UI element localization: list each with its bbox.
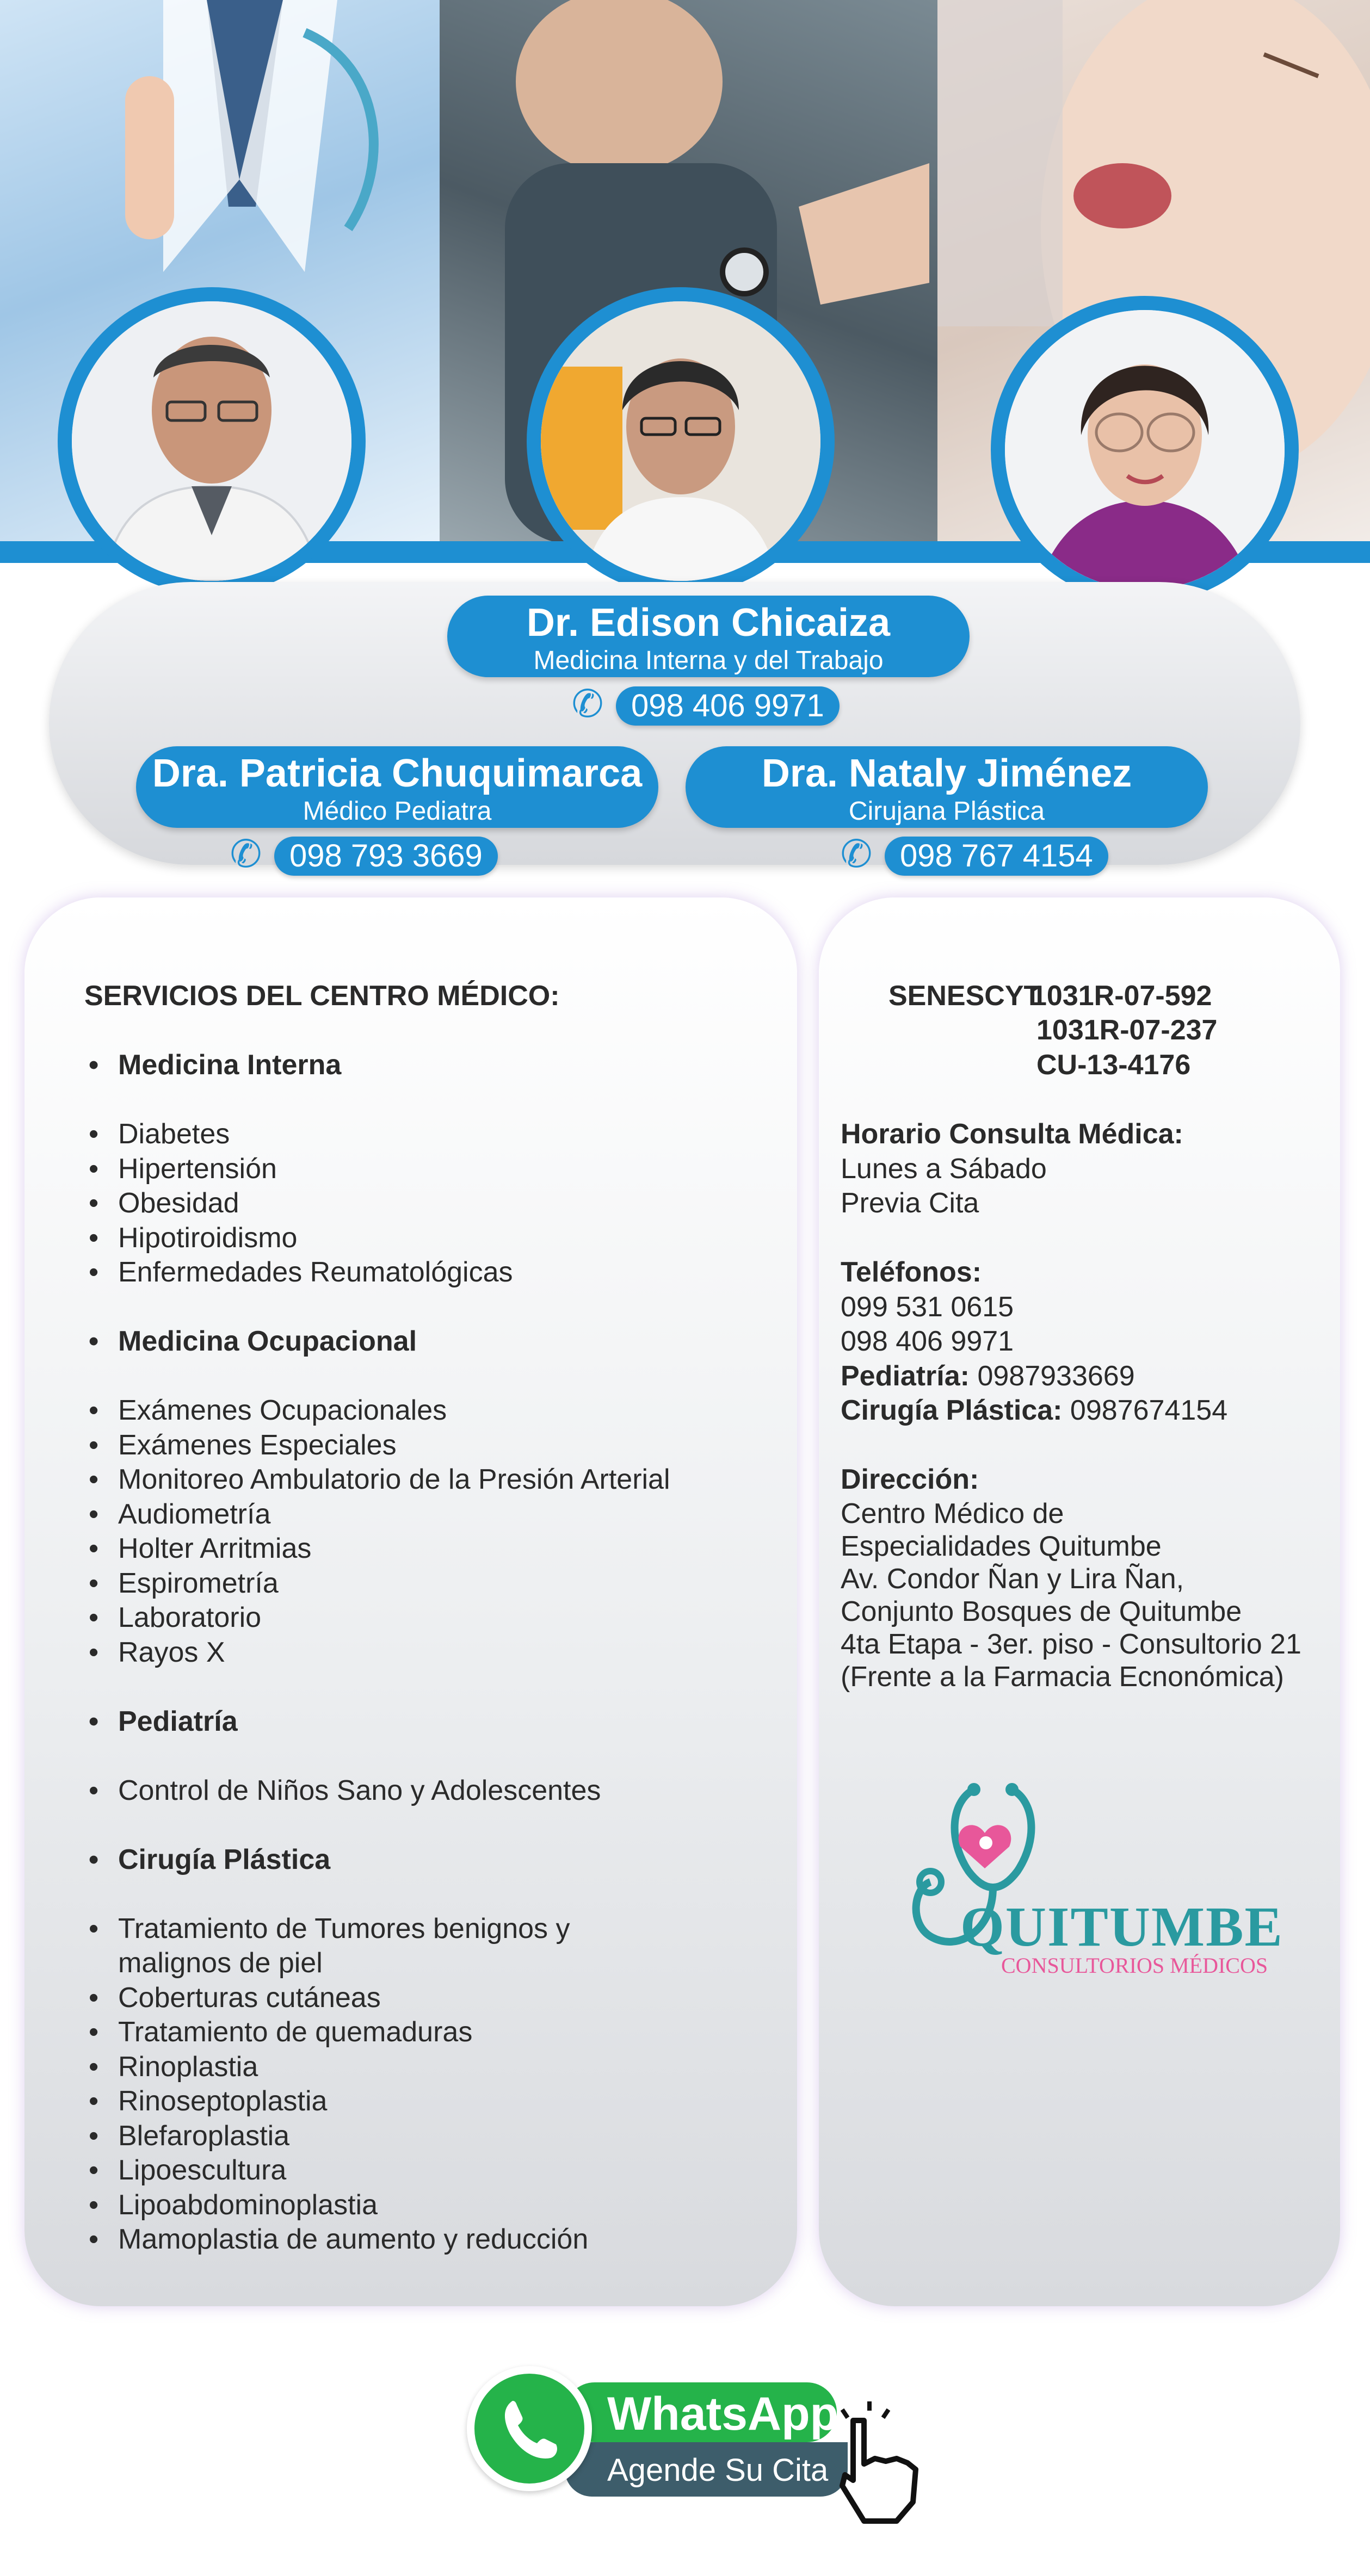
service-item: • Enfermedades Reumatológicas bbox=[84, 1255, 770, 1290]
address-line: Especialidades Quitumbe bbox=[841, 1530, 1162, 1562]
service-item: • Tratamiento de Tumores benignos y malignos de piel bbox=[84, 1912, 640, 1981]
doctor-phone-patricia[interactable]: 098 793 3669 bbox=[274, 837, 498, 876]
phones-title: Teléfonos: bbox=[841, 1256, 982, 1288]
service-item: • Monitoreo Ambulatorio de la Presión Arterial bbox=[84, 1463, 770, 1497]
whatsapp-cta-text: Agende Su Cita bbox=[607, 2453, 829, 2488]
pointer-hand-icon bbox=[820, 2399, 940, 2524]
doctor-specialty: Médico Pediatra bbox=[303, 797, 492, 826]
services-list bbox=[84, 979, 770, 2257]
doctor-specialty: Medicina Interna y del Trabajo bbox=[533, 646, 884, 675]
service-item: • Lipoabdominoplastia bbox=[84, 2188, 770, 2223]
whatsapp-label: WhatsApp bbox=[607, 2388, 839, 2440]
contact-info bbox=[841, 1117, 1325, 1693]
logo-name: QUITUMBE bbox=[960, 1896, 1283, 1958]
address-line: Conjunto Bosques de Quitumbe bbox=[841, 1595, 1242, 1627]
service-item: • Hipotiroidismo bbox=[84, 1221, 770, 1256]
service-item: • Tratamiento de quemaduras bbox=[84, 2015, 770, 2050]
services-title: SERVICIOS DEL CENTRO MÉDICO: bbox=[84, 980, 560, 1012]
senescyt-label: SENESCYT bbox=[888, 980, 1041, 1012]
senescyt-code: 1031R-07-592 bbox=[1031, 980, 1212, 1012]
service-section-medicina-ocupacional: • Medicina Ocupacional bbox=[84, 1324, 770, 1359]
phone-icon: ✆ bbox=[230, 832, 262, 876]
doctor-card-nataly bbox=[686, 746, 1208, 828]
doctor-specialty: Cirujana Plástica bbox=[848, 797, 1045, 826]
doctor-name: Dr. Edison Chicaiza bbox=[526, 601, 891, 645]
cirugia-phone: 0987674154 bbox=[1070, 1395, 1228, 1426]
address-line: (Frente a la Farmacia Ecnonómica) bbox=[841, 1661, 1284, 1693]
hours-line: Previa Cita bbox=[841, 1187, 979, 1219]
pediatria-label: Pediatría: bbox=[841, 1360, 970, 1392]
service-item: • Espirometría bbox=[84, 1566, 770, 1601]
service-item: • Lipoescultura bbox=[84, 2153, 770, 2188]
logo-subtitle: CONSULTORIOS MÉDICOS bbox=[1001, 1953, 1268, 1978]
service-item: • Exámenes Especiales bbox=[84, 1428, 770, 1463]
service-item: • Rinoplastia bbox=[84, 2050, 770, 2085]
doctor-phone-nataly[interactable]: 098 767 4154 bbox=[885, 837, 1108, 876]
service-section-medicina-interna: • Medicina Interna bbox=[84, 1048, 770, 1083]
service-item: • Audiometría bbox=[84, 1497, 770, 1532]
quitumbe-logo bbox=[892, 1779, 1283, 1991]
phone-icon: ✆ bbox=[840, 832, 873, 876]
doctor-name: Dra. Nataly Jiménez bbox=[761, 752, 1132, 795]
service-item: • Rinoseptoplastia bbox=[84, 2084, 770, 2119]
senescyt-code: 1031R-07-237 bbox=[1036, 1014, 1218, 1046]
service-item: • Rayos X bbox=[84, 1636, 770, 1670]
service-section-pediatria: • Pediatría bbox=[84, 1705, 770, 1739]
service-item: • Laboratorio bbox=[84, 1601, 770, 1636]
doctor-photo-nataly bbox=[991, 296, 1299, 604]
service-item: • Diabetes bbox=[84, 1117, 770, 1152]
phone-number: 099 531 0615 bbox=[841, 1291, 1014, 1323]
pediatria-phone: 0987933669 bbox=[977, 1360, 1135, 1392]
address-title: Dirección: bbox=[841, 1464, 979, 1495]
hours-title: Horario Consulta Médica: bbox=[841, 1118, 1183, 1150]
service-item: • Coberturas cutáneas bbox=[84, 1981, 770, 2016]
whatsapp-cta[interactable] bbox=[467, 2366, 956, 2529]
address-line: Centro Médico de bbox=[841, 1497, 1064, 1530]
address-line: Av. Condor Ñan y Lira Ñan, bbox=[841, 1563, 1184, 1595]
service-item: • Obesidad bbox=[84, 1186, 770, 1221]
phone-number: 098 406 9971 bbox=[841, 1326, 1014, 1357]
service-item: • Blefaroplastia bbox=[84, 2119, 770, 2154]
doctor-phone-edison[interactable]: 098 406 9971 bbox=[616, 686, 840, 726]
cirugia-label: Cirugía Plástica: bbox=[841, 1395, 1063, 1426]
doctor-photo-patricia bbox=[527, 287, 835, 595]
service-item: • Mamoplastia de aumento y reducción bbox=[84, 2222, 770, 2257]
senescyt-code: CU-13-4176 bbox=[1036, 1049, 1191, 1081]
service-section-cirugia-plastica: • Cirugía Plástica bbox=[84, 1843, 770, 1878]
doctor-photo-edison bbox=[58, 287, 366, 595]
service-item: • Hipertensión bbox=[84, 1152, 770, 1187]
service-item: • Control de Niños Sano y Adolescentes bbox=[84, 1774, 770, 1809]
phone-icon: ✆ bbox=[571, 682, 604, 726]
service-item: • Holter Arritmias bbox=[84, 1532, 770, 1566]
doctor-card-edison bbox=[447, 596, 970, 677]
doctor-card-patricia bbox=[136, 746, 658, 828]
hours-line: Lunes a Sábado bbox=[841, 1153, 1047, 1185]
doctor-name: Dra. Patricia Chuquimarca bbox=[152, 752, 643, 795]
service-item: • Exámenes Ocupacionales bbox=[84, 1394, 770, 1428]
address-line: 4ta Etapa - 3er. piso - Consultorio 21 bbox=[841, 1628, 1301, 1660]
whatsapp-icon bbox=[467, 2366, 592, 2491]
